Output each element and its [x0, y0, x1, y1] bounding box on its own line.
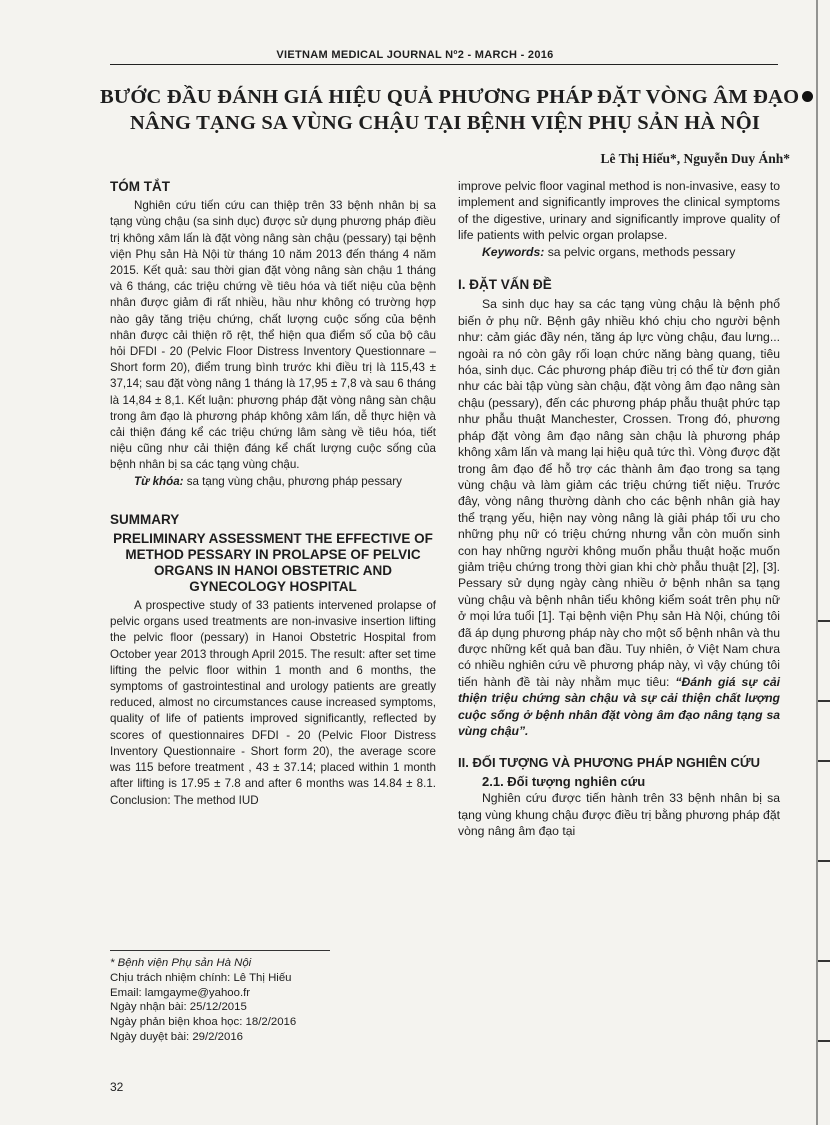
scan-edge-mark [818, 960, 830, 962]
article-title [100, 84, 800, 136]
section-1-paragraph [458, 296, 780, 739]
journal-header: VIETNAM MEDICAL JOURNAL Nº2 - MARCH - 2016 [276, 49, 554, 61]
tukhoa-text: sa tạng vùng chậu, phương pháp pessary [183, 474, 402, 488]
footnote-accepted: Ngày duyệt bài: 29/2/2016 [110, 1030, 243, 1043]
title-line-2: NÂNG TẠNG SA VÙNG CHẬU TẠI BỆNH VIỆN PHỤ SẢN HÀ NỘI [129, 112, 761, 134]
title-line-1: BƯỚC ĐẦU ĐÁNH GIÁ HIỆU QUẢ PHƯƠNG PHÁP ĐẶT VÒNG ÂM ĐẠO [100, 86, 800, 108]
footnote-rule [110, 950, 330, 951]
summary-title: PRELIMINARY ASSESSMENT THE EFFECTIVE OF METHOD PESSARY IN PROLAPSE OF PELVIC ORGANS IN HANOI OBSTETRIC AND GYNECOLOGY HOSPITAL [113, 531, 433, 595]
bullet-dot [802, 91, 813, 102]
section-2-1-heading: 2.1. Đối tượng nghiên cứu [482, 773, 646, 789]
header-rule [110, 64, 778, 65]
tukhoa-line [110, 474, 436, 490]
footnote-received: Ngày nhận bài: 25/12/2015 [110, 1001, 247, 1014]
summary-text: A prospective study of 33 patients intervened prolapse of pelvic organs used treatments are non-invasive insertion lifting the pelvic floor (pessary) in Hanoi Obstetric Hospital from October year 2013 through April 2015. The result: after set time lifting the pelvic floor within 1 month and 6 months, the symptoms of gastrointestinal and urology patients are greatly reduced, almost no circumstances cause increased symptoms, quality of life of patients improved significantly, reflected by scores of questionnaires DFDI - 20 (Pelvic Floor Distress Inventory Questionnaire - Short form 20), the average score was 115 before treatment , 43 ± 37.14; placed within 1 month after lifting is 17.95 ± 7.8 and after 6 months was 14.84 ± 8.1. Conclusion: The method IUD [110, 599, 436, 807]
tukhoa-label: Từ khóa: [134, 474, 184, 488]
scan-edge-line [816, 0, 818, 1125]
scan-edge-mark [818, 860, 830, 862]
keywords-line [458, 244, 780, 260]
footnote-email: Email: lamgayme@yahoo.fr [110, 986, 251, 999]
footnote-responsible: Chịu trách nhiệm chính: Lê Thị Hiếu [110, 971, 292, 984]
keywords-text: sa pelvic organs, methods pessary [544, 244, 736, 259]
scan-edge-mark [818, 760, 830, 762]
footnote-reviewed: Ngày phản biện khoa học: 18/2/2016 [110, 1016, 297, 1029]
scan-edge-mark [818, 700, 830, 702]
section-1-text: Sa sinh dục hay sa các tạng vùng chậu là bệnh phổ biến ở phụ nữ. Bệnh gây nhiều khó chịu cho người bệnh như: cảm giác đầy nén, tăng áp lực vùng chậu, đau lưng... ngoài ra nó còn gây rối loạn chức năng bàng quang, tiêu hóa, sinh dục. Các phương pháp điều trị có thể từ đơn giản như các bài tập vùng sàn chậu, đặt vòng âm đạo nâng sàn chậu (pessary), đến các phương pháp phẫu thuật phức tạp như phẫu thuật Manchester, Crossen. Trong đó, phương pháp đặt vòng âm đạo nâng sàn chậu là phương pháp không xâm lấn và mang lại hiệu quả tức thì. Vòng được đặt trong âm đạo để hỗ trợ các thành âm đạo trong sa tạng vùng chậu và làm giảm các triệu chứng tiết niệu. Trước đây, vòng nâng thường dành cho các bệnh nhân già hay thể trạng yếu, hiện nay vòng nâng là giải pháp tối ưu cho những phụ nữ có triệu chứng nhưng vẫn còn muốn sinh con hay những người không muốn phẫu thuật hoặc muốn giảm triệu chứng trong thời gian khi chờ phẫu thuật [2], [3]. Pessary sử dụng ngày càng nhiều ở bệnh nhân sa tạng vùng chậu và bệnh nhân tiểu không kiểm soát trên phụ nữ ở mọi lứa tuổi [1]. Tại bệnh viện Phụ sản Hà Nội, chúng tôi đã áp dụng phương pháp này cho một số bệnh nhân và thu được những kết quả ban đầu. Tuy nhiên, ở Việt Nam chưa có nhiều nghiên cứu về phương pháp này, vì vậy chúng tôi tiến hành đề tài này nhằm mục tiêu: [458, 297, 780, 689]
page-number: 32 [110, 1080, 124, 1094]
left-column [110, 179, 436, 809]
scan-edge-mark [818, 620, 830, 622]
right-column [458, 178, 780, 839]
section-1-heading: I. ĐẶT VẤN ĐỀ [458, 277, 552, 293]
tomtat-text: Nghiên cứu tiến cứu can thiệp trên 33 bệnh nhân bị sa tạng vùng chậu (sa sinh dục) được sử dụng phương pháp điều trị không xâm lấn là đặt vòng nâng sàn chậu (pessary) tại bệnh viện Phụ sản Hà Nội từ tháng 10 năm 2013 đến tháng 4 năm 2015. Kết quả: sau thời gian đặt vòng nâng sàn chậu 1 tháng và 6 tháng, các triệu chứng về tiêu hóa và tiết niệu của bệnh nhân được giảm đi rất nhiều, hầu như không có trường hợp nào gây tăng triệu chứng, chất lượng cuộc sống của bệnh nhân được cải thiện rõ rệt, thể hiện qua điểm số của bộ câu hỏi DFDI - 20 (Pelvic Floor Distress Inventory Questionnare – Short form 20), điểm trung bình trước khi điều trị là 115,43 ± 37,14; sau đặt vòng nâng 1 tháng là 17,95 ± 7,8 và sau 6 tháng là 14,84 ± 8,1. Kết luận: phương pháp đặt vòng nâng sàn chậu trong âm đạo là phương pháp không xâm lấn, dễ thực hiện và cải thiện đáng kể các triệu chứng lâm sàng về tiêu hóa, tiết niệu cũng như cải thiện đáng kể chất lượng cuộc sống của bệnh nhân bị sa các tạng vùng chậu. [110, 199, 436, 472]
scan-edge-mark [818, 1040, 830, 1042]
section-2-heading: II. ĐỐI TƯỢNG VÀ PHƯƠNG PHÁP NGHIÊN CỨU [458, 755, 761, 771]
section-2-1-text: Nghiên cứu được tiến hành trên 33 bệnh nhân bị sa tạng vùng khung chậu được điều trị bằng phương pháp đặt vòng nâng âm đạo tại [458, 791, 780, 839]
summary-heading: SUMMARY [110, 511, 180, 527]
section-1-objective: “Đánh giá sự cải thiện triệu chứng sàn chậu và sự cải thiện chất lượng cuộc sống ở bệnh nhân đặt vòng âm đạo nâng tạng sa vùng chậu”. [458, 674, 780, 738]
footnote [110, 950, 350, 1045]
authors: Lê Thị Hiếu*, Nguyễn Duy Ánh* [600, 151, 790, 166]
summary-continued: improve pelvic floor vaginal method is non-invasive, easy to implement and significantly improves the clinical symptoms of the digestive, urinary and significantly improve quality of life patients with pelvic organ prolapse. [458, 179, 780, 243]
footnote-affiliation: * Bệnh viện Phụ sản Hà Nội [110, 957, 252, 969]
tomtat-heading: TÓM TẮT [110, 179, 170, 194]
keywords-label: Keywords: [482, 244, 545, 259]
